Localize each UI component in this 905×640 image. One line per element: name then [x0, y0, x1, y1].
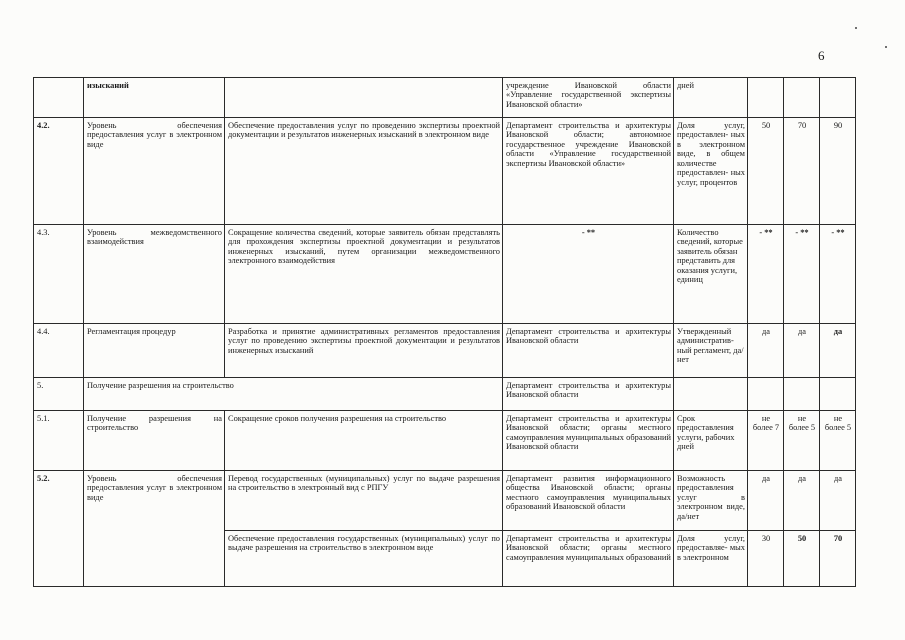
row-number: 5.1.: [34, 411, 84, 471]
value-2020: [820, 78, 856, 118]
table-row: [34, 78, 856, 118]
unit-cell: Количество сведений, которые заявитель обязан представить для оказания услуги, единиц: [674, 225, 748, 324]
row-number: 5.: [34, 378, 84, 411]
executor-cell: учреждение Ивановской области «Управление государственной экспертизы Ивановской области»: [503, 78, 674, 118]
indicator-cell: Уровень обеспечения предоставления услуг в электронном виде: [84, 471, 225, 587]
table-row: [34, 225, 856, 324]
unit-cell: дней: [674, 78, 748, 118]
value-2019: 50: [784, 531, 820, 587]
value-2018: не более 7: [748, 411, 784, 471]
indicator-cell: Уровень обеспечения предоставления услуг в электронном виде: [84, 118, 225, 225]
value-2019: [784, 78, 820, 118]
row-number: 4.2.: [34, 118, 84, 225]
value-2018: 30: [748, 531, 784, 587]
scan-speck: [885, 46, 887, 48]
value-2018: да: [748, 471, 784, 531]
value-2019: 70: [784, 118, 820, 225]
table-row: [34, 471, 856, 531]
value-2018: да: [748, 324, 784, 378]
row-number: 5.2.: [34, 471, 84, 587]
indicator-cell: Получение разрешения на строительство: [84, 378, 503, 411]
unit-cell: Срок предоставления услуги, рабочих дней: [674, 411, 748, 471]
value-2020: не более 5: [820, 411, 856, 471]
measure-cell: Обеспечение предоставления услуг по проведению экспертизы проектной документации и результатов инженерных изысканий в электронном виде: [225, 118, 503, 225]
value-2020: [820, 378, 856, 411]
value-2018: 50: [748, 118, 784, 225]
value-2020: 70: [820, 531, 856, 587]
unit-cell: [674, 378, 748, 411]
indicator-cell: Получение разрешения на строительство: [84, 411, 225, 471]
executor-cell: Департамент строительства и архитектуры Ивановской области: [503, 378, 674, 411]
measure-cell: Сокращение сроков получения разрешения на строительство: [225, 411, 503, 471]
unit-cell: Доля услуг, предоставляе- мых в электронном: [674, 531, 748, 587]
measure-cell: Обеспечение предоставления государственных (муниципальных) услуг по выдаче разрешения на строительство в электронном виде: [225, 531, 503, 587]
row-number: [34, 78, 84, 118]
indicator-cell: Уровень межведомственного взаимодействия: [84, 225, 225, 324]
table-row: [34, 324, 856, 378]
value-2019: не более 5: [784, 411, 820, 471]
table-row: [34, 378, 856, 411]
scan-speck: [855, 27, 857, 29]
page-number: 6: [818, 48, 825, 63]
table-row: [34, 411, 856, 471]
unit-cell: Доля услуг, предоставлен- ных в электронном виде, в общем количестве предоставлен- ных услуг, процентов: [674, 118, 748, 225]
value-2020: 90: [820, 118, 856, 225]
measure-cell: Перевод государственных (муниципальных) услуг по выдаче разрешения на строительство в электронный вид с РПГУ: [225, 471, 503, 531]
value-2020: да: [820, 324, 856, 378]
value-2018: [748, 78, 784, 118]
executor-cell: Департамент строительства и архитектуры Ивановской области; органы местного самоуправления муниципальных образований: [503, 531, 674, 587]
measure-cell: [225, 78, 503, 118]
indicator-cell: Регламентация процедур: [84, 324, 225, 378]
value-2018: - **: [748, 225, 784, 324]
unit-cell: Утвержденный административ- ный регламент, да/нет: [674, 324, 748, 378]
value-2019: [784, 378, 820, 411]
indicator-cell: изысканий: [84, 78, 225, 118]
row-number: 4.4.: [34, 324, 84, 378]
indicators-table: [33, 77, 856, 587]
value-2019: да: [784, 471, 820, 531]
value-2019: - **: [784, 225, 820, 324]
value-2019: да: [784, 324, 820, 378]
measure-cell: Сокращение количества сведений, которые заявитель обязан представлять для прохождения экспертизы проектной документации и результатов инженерных изысканий, путем организации межведомственного электронного взаимодействия: [225, 225, 503, 324]
executor-cell: Департамент строительства и архитектуры Ивановской области; органы местного самоуправления муниципальных образований Ивановской области: [503, 411, 674, 471]
value-2020: - **: [820, 225, 856, 324]
row-number: 4.3.: [34, 225, 84, 324]
table-row: [34, 118, 856, 225]
value-2020: да: [820, 471, 856, 531]
executor-cell: Департамент строительства и архитектуры Ивановской области: [503, 324, 674, 378]
executor-cell: Департамент развития информационного общества Ивановской области; органы местного самоуправления муниципальных образований Ивановской области: [503, 471, 674, 531]
unit-cell: Возможность предоставления услуг в электронном виде, да/нет: [674, 471, 748, 531]
value-2018: [748, 378, 784, 411]
measure-cell: Разработка и принятие административных регламентов предоставления услуг по проведению экспертизы проектной документации и результатов инженерных изысканий: [225, 324, 503, 378]
executor-cell: - **: [503, 225, 674, 324]
executor-cell: Департамент строительства и архитектуры Ивановской области; автономное государственное учреждение Ивановской области «Управление государственной экспертизы Ивановской области»: [503, 118, 674, 225]
